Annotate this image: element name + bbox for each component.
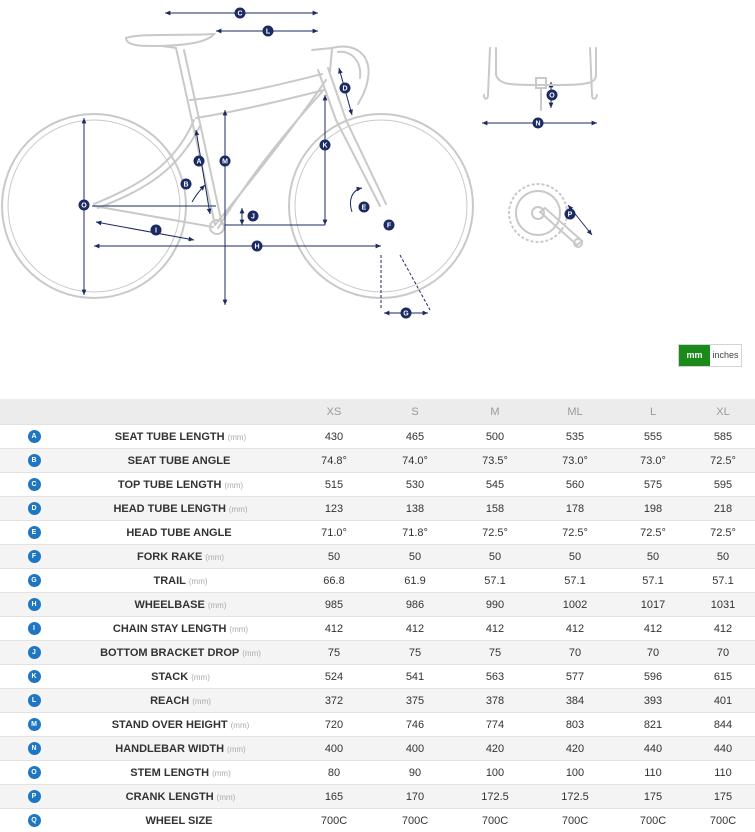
row-key-cell — [0, 593, 68, 617]
row-value: 563 — [455, 665, 535, 689]
size-header: ML — [535, 399, 615, 425]
marker-M — [220, 156, 231, 167]
row-unit: (mm) — [228, 504, 248, 514]
row-key-badge: A — [28, 430, 41, 443]
svg-text:O: O — [81, 202, 87, 210]
row-value: 821 — [615, 713, 691, 737]
row-value: 378 — [455, 689, 535, 713]
row-value: 530 — [375, 473, 455, 497]
row-unit: (mm) — [216, 792, 236, 802]
row-unit: (mm) — [242, 648, 261, 658]
size-header: M — [455, 399, 535, 425]
row-key-cell — [0, 689, 68, 713]
row-value: 615 — [691, 665, 755, 689]
row-value: 80 — [293, 761, 375, 785]
marker-D — [340, 83, 351, 94]
marker-L — [263, 26, 274, 37]
row-value: 575 — [615, 473, 691, 497]
row-value: 400 — [293, 737, 375, 761]
row-unit: (mm) — [212, 768, 231, 778]
row-value: 138 — [375, 497, 455, 521]
row-value: 57.1 — [691, 569, 755, 593]
row-key-cell — [0, 521, 68, 545]
row-key-cell — [0, 761, 68, 785]
row-key-cell — [0, 569, 68, 593]
size-header: S — [375, 399, 455, 425]
row-value: 71.0° — [293, 521, 375, 545]
table-row — [0, 593, 755, 617]
marker-O-wheel — [79, 200, 90, 211]
table-row — [0, 713, 755, 737]
svg-text:M: M — [222, 158, 228, 166]
geometry-table — [0, 399, 755, 832]
row-unit: (mm) — [205, 552, 225, 562]
row-value: 61.9 — [375, 569, 455, 593]
row-value: 73.0° — [615, 449, 691, 473]
marker-J — [248, 211, 259, 222]
svg-text:N: N — [535, 120, 541, 128]
row-value: 585 — [691, 425, 755, 449]
row-key-cell — [0, 425, 68, 449]
svg-text:P: P — [567, 211, 573, 219]
row-value: 541 — [375, 665, 455, 689]
svg-text:A: A — [196, 158, 202, 166]
row-value: 986 — [375, 593, 455, 617]
row-value: 218 — [691, 497, 755, 521]
svg-text:C: C — [237, 10, 243, 18]
marker-E — [359, 202, 370, 213]
row-value: 746 — [375, 713, 455, 737]
size-header: XL — [691, 399, 755, 425]
row-value: 170 — [375, 785, 455, 809]
svg-text:D: D — [342, 85, 348, 93]
row-value: 524 — [293, 665, 375, 689]
marker-B — [181, 179, 192, 190]
row-label: SEAT TUBE LENGTH — [114, 430, 225, 443]
row-value: 401 — [691, 689, 755, 713]
header-blank — [0, 399, 68, 425]
row-label-cell — [68, 593, 293, 617]
row-value: 74.0° — [375, 449, 455, 473]
row-value: 72.5° — [691, 449, 755, 473]
row-key-badge: K — [28, 670, 41, 683]
svg-text:K: K — [322, 142, 328, 150]
size-header: XS — [293, 399, 375, 425]
table-row — [0, 497, 755, 521]
table-row — [0, 689, 755, 713]
table-row — [0, 641, 755, 665]
row-value: 110 — [691, 761, 755, 785]
row-key-cell — [0, 545, 68, 569]
row-label-cell — [68, 713, 293, 737]
row-label-cell — [68, 473, 293, 497]
row-value: 555 — [615, 425, 691, 449]
saddle — [126, 34, 214, 48]
svg-text:G: G — [403, 310, 409, 318]
row-value: 700C — [535, 809, 615, 832]
marker-O-stem — [547, 90, 558, 101]
row-value: 440 — [615, 737, 691, 761]
table-header-row — [0, 399, 755, 425]
marker-F — [384, 220, 395, 231]
row-label: STACK — [151, 670, 189, 683]
size-header: L — [615, 399, 691, 425]
row-value: 172.5 — [535, 785, 615, 809]
row-label: STEM LENGTH — [130, 766, 210, 779]
table-row — [0, 785, 755, 809]
row-value: 774 — [455, 713, 535, 737]
row-value: 1002 — [535, 593, 615, 617]
row-label-cell — [68, 449, 293, 473]
row-label: REACH — [150, 694, 190, 707]
row-unit: (mm) — [227, 744, 246, 754]
row-key-badge: L — [28, 694, 41, 707]
row-key-badge: O — [28, 766, 41, 779]
table-row — [0, 569, 755, 593]
row-key-cell — [0, 641, 68, 665]
row-label-cell — [68, 521, 293, 545]
row-value: 465 — [375, 425, 455, 449]
handlebar-icon — [484, 48, 597, 110]
row-value: 50 — [615, 545, 691, 569]
row-key-cell — [0, 785, 68, 809]
bike-geometry-diagram — [0, 0, 755, 340]
row-value: 50 — [455, 545, 535, 569]
row-value: 75 — [293, 641, 375, 665]
row-label: HANDLEBAR WIDTH — [115, 742, 225, 755]
row-key-badge: E — [28, 526, 41, 539]
row-label: STAND OVER HEIGHT — [111, 718, 228, 731]
row-key-badge: D — [28, 502, 41, 515]
svg-text:B: B — [183, 181, 189, 189]
row-key-badge: G — [28, 574, 41, 587]
row-value: 412 — [691, 617, 755, 641]
row-key-cell — [0, 665, 68, 689]
row-unit: (mm) — [229, 624, 249, 634]
table-row — [0, 665, 755, 689]
marker-N — [533, 118, 544, 129]
row-value: 412 — [375, 617, 455, 641]
table-row — [0, 617, 755, 641]
unit-inches-button[interactable]: inches — [710, 345, 741, 366]
row-value: 803 — [535, 713, 615, 737]
row-value: 412 — [535, 617, 615, 641]
unit-mm-button[interactable]: mm — [679, 345, 710, 366]
row-unit: (mm) — [188, 576, 208, 586]
row-key-cell — [0, 617, 68, 641]
row-label: WHEELBASE — [134, 598, 205, 611]
row-key-cell — [0, 473, 68, 497]
row-label-cell — [68, 737, 293, 761]
marker-C — [235, 8, 246, 19]
row-value: 75 — [455, 641, 535, 665]
row-key-badge: M — [28, 718, 41, 731]
marker-P — [565, 209, 576, 220]
row-label: BOTTOM BRACKET DROP — [100, 646, 240, 659]
row-unit: (mm) — [227, 432, 247, 442]
row-unit: (mm) — [230, 720, 250, 730]
svg-text:H: H — [254, 243, 260, 251]
row-value: 372 — [293, 689, 375, 713]
row-value: 90 — [375, 761, 455, 785]
row-value: 178 — [535, 497, 615, 521]
row-value: 50 — [535, 545, 615, 569]
row-label-cell — [68, 617, 293, 641]
row-value: 57.1 — [615, 569, 691, 593]
row-value: 198 — [615, 497, 691, 521]
row-value: 412 — [293, 617, 375, 641]
svg-text:E: E — [361, 204, 367, 212]
row-value: 595 — [691, 473, 755, 497]
row-key-badge: F — [28, 550, 41, 563]
row-value: 172.5 — [455, 785, 535, 809]
row-value: 72.5° — [455, 521, 535, 545]
row-value: 75 — [375, 641, 455, 665]
row-label-cell — [68, 425, 293, 449]
table-row — [0, 545, 755, 569]
row-value: 70 — [615, 641, 691, 665]
row-key-badge: Q — [28, 814, 41, 827]
row-key-badge: P — [28, 790, 41, 803]
row-value: 175 — [691, 785, 755, 809]
row-value: 57.1 — [535, 569, 615, 593]
row-value: 66.8 — [293, 569, 375, 593]
marker-I — [151, 225, 162, 236]
row-unit: (mm) — [224, 480, 244, 490]
row-value: 412 — [615, 617, 691, 641]
row-value: 844 — [691, 713, 755, 737]
row-value: 577 — [535, 665, 615, 689]
row-label: TRAIL — [153, 574, 186, 587]
row-label-cell — [68, 497, 293, 521]
table-row — [0, 473, 755, 497]
row-key-badge: B — [28, 454, 41, 467]
row-label: FORK RAKE — [136, 550, 203, 563]
row-value: 123 — [293, 497, 375, 521]
row-unit: (mm) — [192, 696, 211, 706]
row-value: 560 — [535, 473, 615, 497]
row-value: 50 — [691, 545, 755, 569]
row-value: 700C — [375, 809, 455, 832]
row-label-cell — [68, 569, 293, 593]
row-value: 73.5° — [455, 449, 535, 473]
row-value: 175 — [615, 785, 691, 809]
row-value: 71.8° — [375, 521, 455, 545]
table-row — [0, 737, 755, 761]
row-key-cell — [0, 497, 68, 521]
row-value: 500 — [455, 425, 535, 449]
unit-toggle — [678, 344, 742, 367]
row-key-cell — [0, 449, 68, 473]
row-value: 72.5° — [615, 521, 691, 545]
row-value: 700C — [455, 809, 535, 832]
row-key-cell — [0, 737, 68, 761]
row-value: 73.0° — [535, 449, 615, 473]
row-value: 165 — [293, 785, 375, 809]
row-value: 100 — [535, 761, 615, 785]
row-value: 72.5° — [535, 521, 615, 545]
marker-A — [194, 156, 205, 167]
row-value: 700C — [293, 809, 375, 832]
table-row — [0, 425, 755, 449]
row-value: 393 — [615, 689, 691, 713]
row-value: 515 — [293, 473, 375, 497]
row-label-cell — [68, 665, 293, 689]
row-label: HEAD TUBE LENGTH — [113, 502, 226, 515]
row-value: 70 — [535, 641, 615, 665]
row-value: 1017 — [615, 593, 691, 617]
row-label: CRANK LENGTH — [125, 790, 214, 803]
row-label-cell — [68, 761, 293, 785]
svg-text:L: L — [265, 28, 271, 36]
row-value: 420 — [535, 737, 615, 761]
row-value: 158 — [455, 497, 535, 521]
table-row — [0, 521, 755, 545]
row-value: 57.1 — [455, 569, 535, 593]
row-value: 535 — [535, 425, 615, 449]
marker-K — [320, 140, 331, 151]
row-key-badge: H — [28, 598, 41, 611]
row-value: 720 — [293, 713, 375, 737]
row-value: 596 — [615, 665, 691, 689]
row-value: 70 — [691, 641, 755, 665]
row-value: 700C — [691, 809, 755, 832]
row-value: 50 — [375, 545, 455, 569]
row-value: 990 — [455, 593, 535, 617]
table-row — [0, 809, 755, 832]
row-value: 430 — [293, 425, 375, 449]
bike-frame — [94, 47, 386, 228]
table-row — [0, 449, 755, 473]
row-label-cell — [68, 809, 293, 832]
marker-G — [401, 308, 412, 319]
row-label: CHAIN STAY LENGTH — [112, 622, 227, 635]
row-label: HEAD TUBE ANGLE — [126, 526, 232, 539]
row-key-cell — [0, 809, 68, 832]
svg-text:I: I — [155, 227, 157, 235]
row-value: 72.5° — [691, 521, 755, 545]
dimension-markers — [79, 8, 576, 319]
row-value: 700C — [615, 809, 691, 832]
row-value: 400 — [375, 737, 455, 761]
row-value: 100 — [455, 761, 535, 785]
row-key-badge: I — [28, 622, 41, 635]
row-value: 110 — [615, 761, 691, 785]
row-label-cell — [68, 785, 293, 809]
row-label-cell — [68, 641, 293, 665]
row-value: 384 — [535, 689, 615, 713]
row-value: 412 — [455, 617, 535, 641]
svg-text:J: J — [251, 213, 255, 221]
marker-H — [252, 241, 263, 252]
row-key-badge: N — [28, 742, 41, 755]
row-value: 545 — [455, 473, 535, 497]
row-unit: (mm) — [207, 600, 227, 610]
row-label: WHEEL SIZE — [145, 814, 213, 827]
row-value: 1031 — [691, 593, 755, 617]
row-label: SEAT TUBE ANGLE — [127, 454, 231, 467]
row-key-cell — [0, 713, 68, 737]
row-value: 50 — [293, 545, 375, 569]
row-label-cell — [68, 689, 293, 713]
row-label: TOP TUBE LENGTH — [117, 478, 222, 491]
svg-text:F: F — [386, 222, 392, 230]
header-blank — [68, 399, 293, 425]
row-value: 985 — [293, 593, 375, 617]
row-unit: (mm) — [191, 672, 210, 682]
row-value: 74.8° — [293, 449, 375, 473]
table-row — [0, 761, 755, 785]
row-value: 375 — [375, 689, 455, 713]
svg-text:O: O — [549, 92, 555, 100]
row-value: 440 — [691, 737, 755, 761]
row-key-badge: J — [28, 646, 41, 659]
row-value: 420 — [455, 737, 535, 761]
row-key-badge: C — [28, 478, 41, 491]
row-label-cell — [68, 545, 293, 569]
